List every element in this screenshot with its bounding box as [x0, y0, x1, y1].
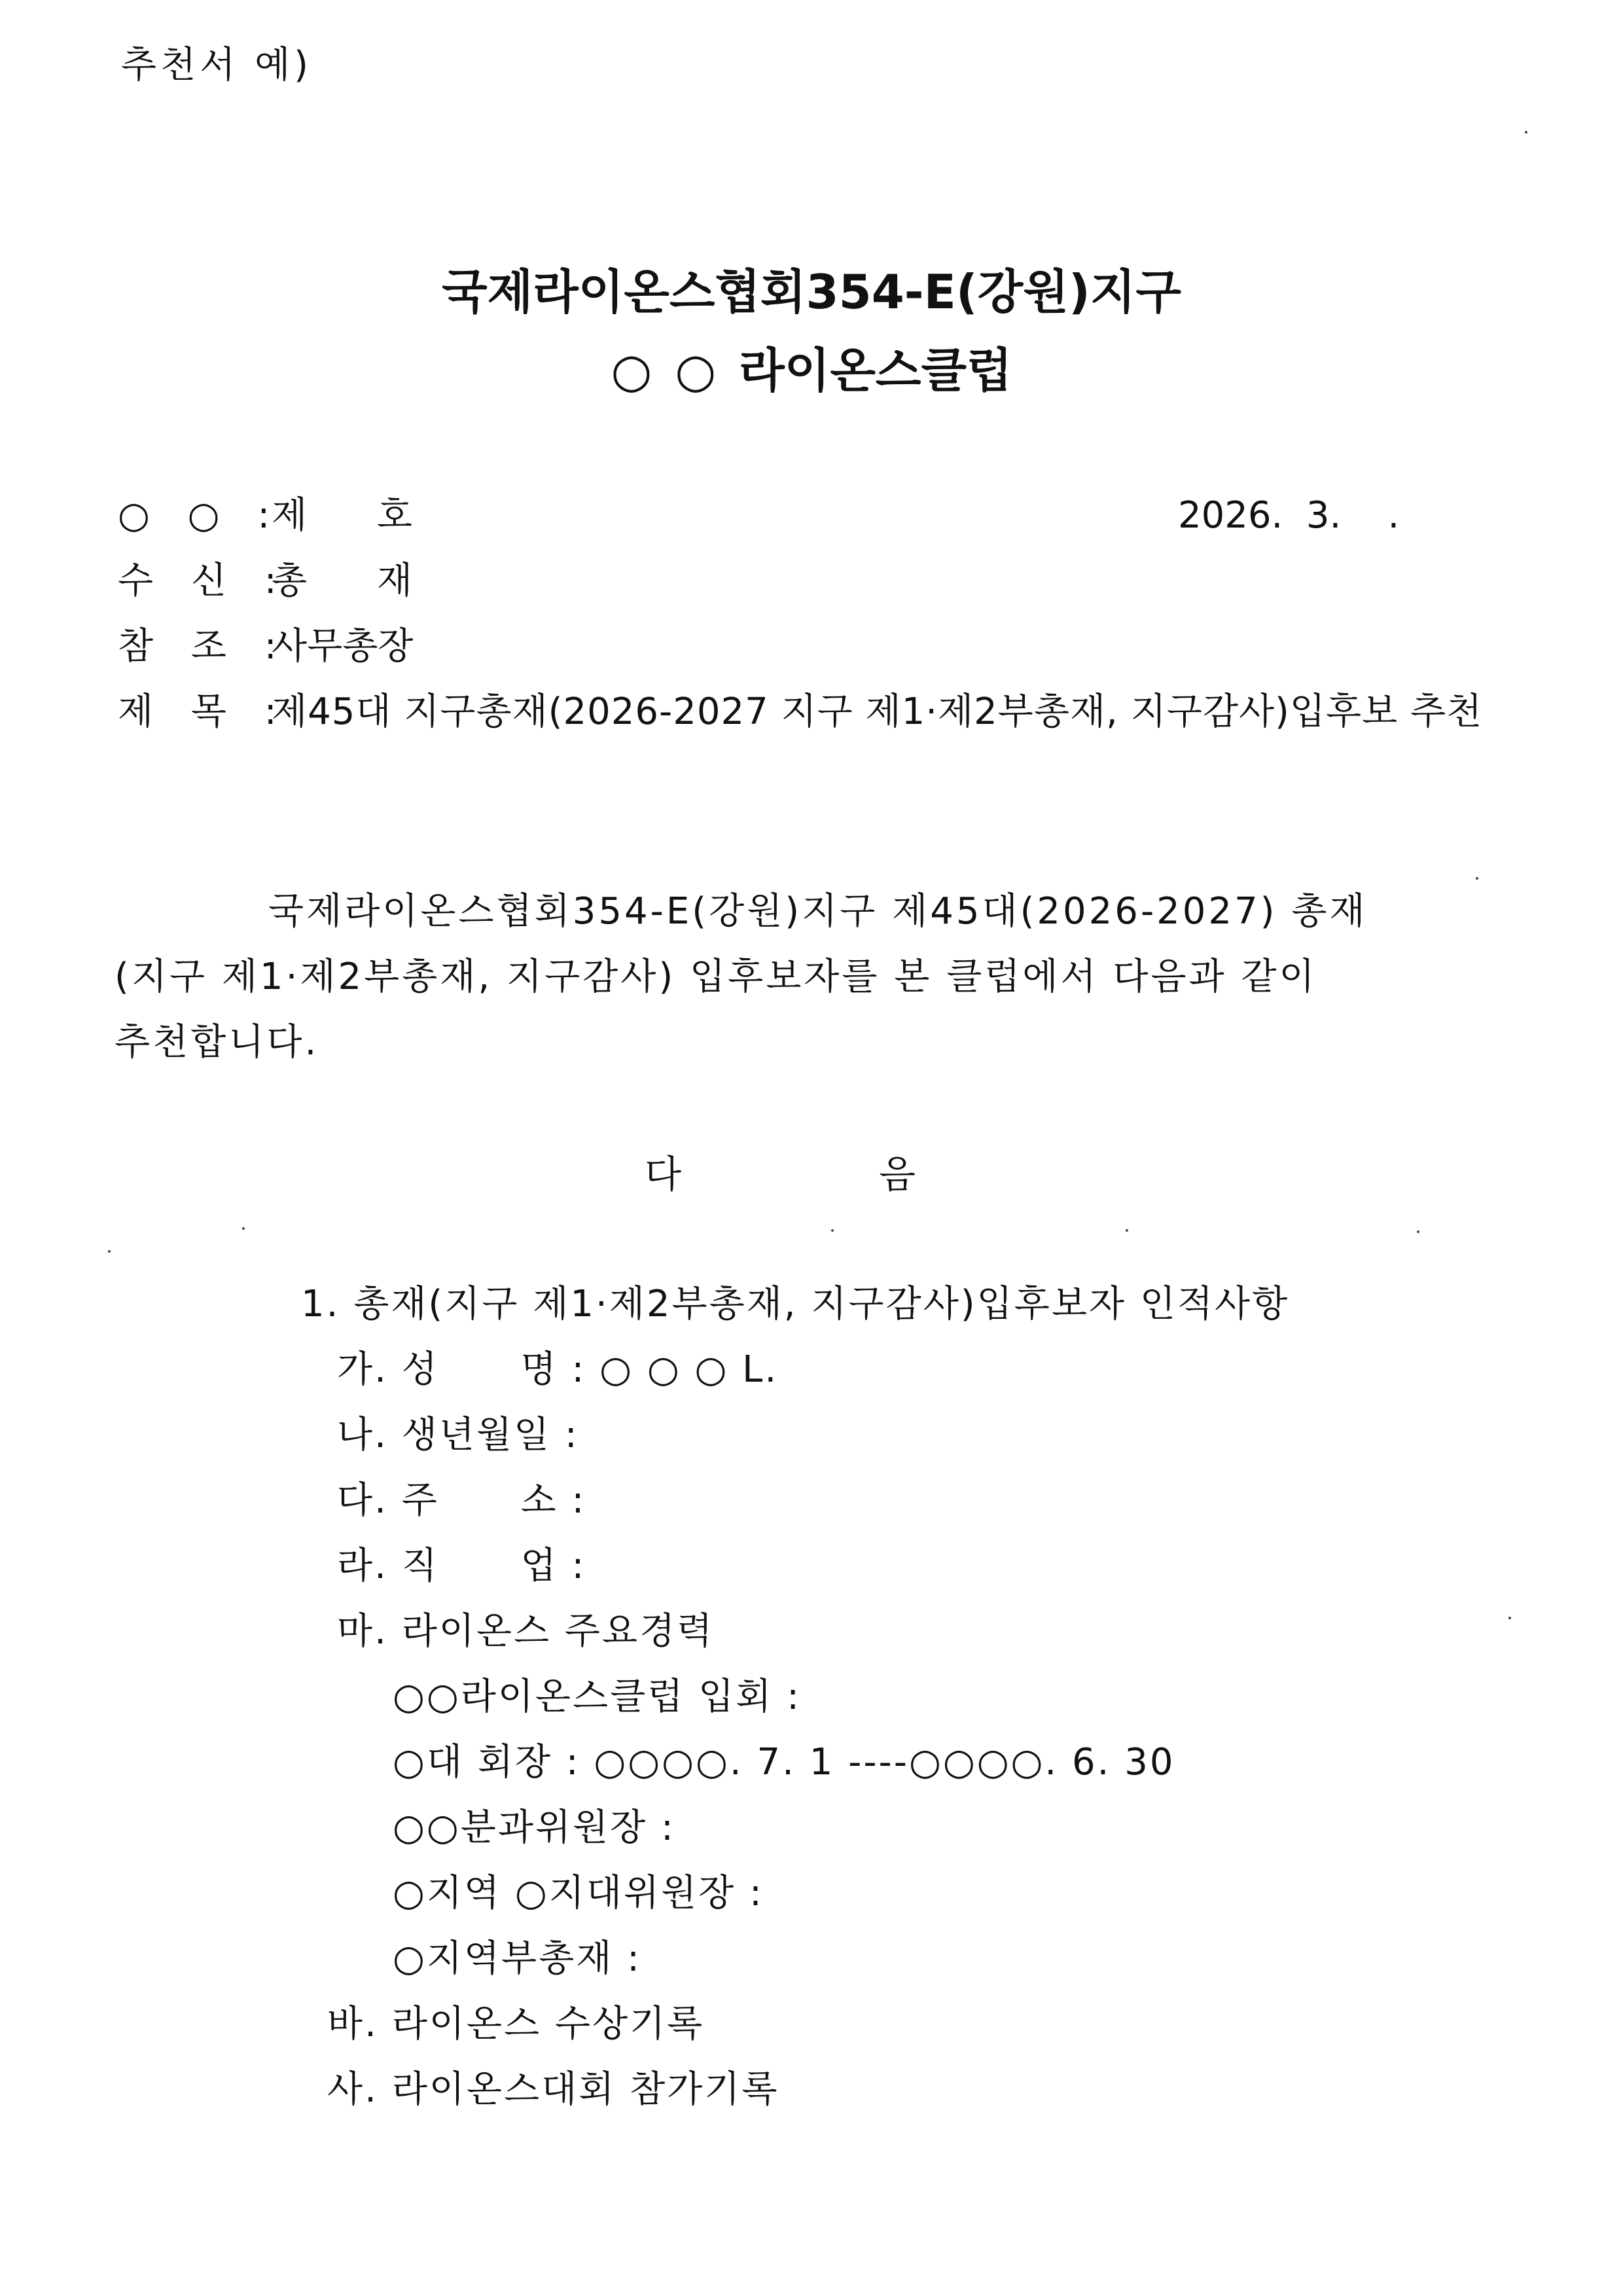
example-label: 추천서 예): [121, 44, 313, 86]
career-line-3: ○○분과위원장 :: [393, 1806, 675, 1849]
career-line-2: ○대 회장 : ○○○○. 7. 1 ----○○○○. 6. 30: [393, 1741, 1175, 1784]
scan-speck: [1126, 1229, 1128, 1232]
scan-speck: [1508, 1617, 1511, 1619]
number-value: 제 호: [272, 494, 412, 537]
reference-label: 참 조 :: [118, 625, 290, 668]
document-date: 2026. 3. .: [1178, 494, 1400, 537]
career-line-4: ○지역 ○지대위원장 :: [393, 1872, 764, 1914]
center-word-right: 음: [879, 1152, 916, 1196]
body-line-1: 국제라이온스협회354-E(강원)지구 제45대(2026-2027) 총재: [268, 890, 1368, 933]
number-label: ○ ○ :: [118, 494, 283, 537]
career-line-1: ○○라이온스클럽 입회 :: [393, 1676, 801, 1718]
reference-value: 사무총장: [272, 625, 414, 668]
recipient-label: 수 신 :: [118, 560, 290, 602]
body-line-2: (지구 제1·제2부총재, 지구감사) 입후보자를 본 클럽에서 다음과 같이: [115, 956, 1317, 998]
item-career-heading: 마. 라이온스 주요경력: [337, 1610, 715, 1653]
career-line-5: ○지역부총재 :: [393, 1937, 642, 1980]
scan-speck: [1525, 131, 1527, 134]
item-awards: 바. 라이온스 수상기록: [327, 2003, 705, 2045]
body-line-3: 추천합니다.: [115, 1021, 319, 1064]
section-title: 1. 총재(지구 제1·제2부총재, 지구감사)입후보자 인적사항: [301, 1283, 1290, 1325]
item-address: 다. 주 소 :: [337, 1479, 586, 1522]
scan-speck: [108, 1250, 111, 1253]
subject-value: 제45대 지구총재(2026-2027 지구 제1·제2부총재, 지구감사)입후보 추천: [272, 691, 1483, 733]
item-birthdate: 나. 생년월일 :: [337, 1414, 579, 1456]
scan-speck: [831, 1229, 834, 1232]
scan-speck: [242, 1227, 245, 1230]
item-name: 가. 성 명 : ○ ○ ○ L.: [337, 1348, 779, 1391]
item-conventions: 사. 라이온스대회 참가기록: [327, 2068, 779, 2111]
recipient-value: 총 재: [272, 560, 412, 602]
center-word-left: 다: [645, 1152, 682, 1196]
org-title: 국제라이온스협회354-E(강원)지구: [442, 264, 1181, 319]
item-occupation: 라. 직 업 :: [337, 1545, 586, 1587]
scan-speck: [1476, 877, 1478, 880]
subject-label: 제 목 :: [118, 691, 290, 733]
club-title: ○ ○ 라이온스클럽: [611, 343, 1012, 398]
scan-speck: [1417, 1230, 1419, 1233]
